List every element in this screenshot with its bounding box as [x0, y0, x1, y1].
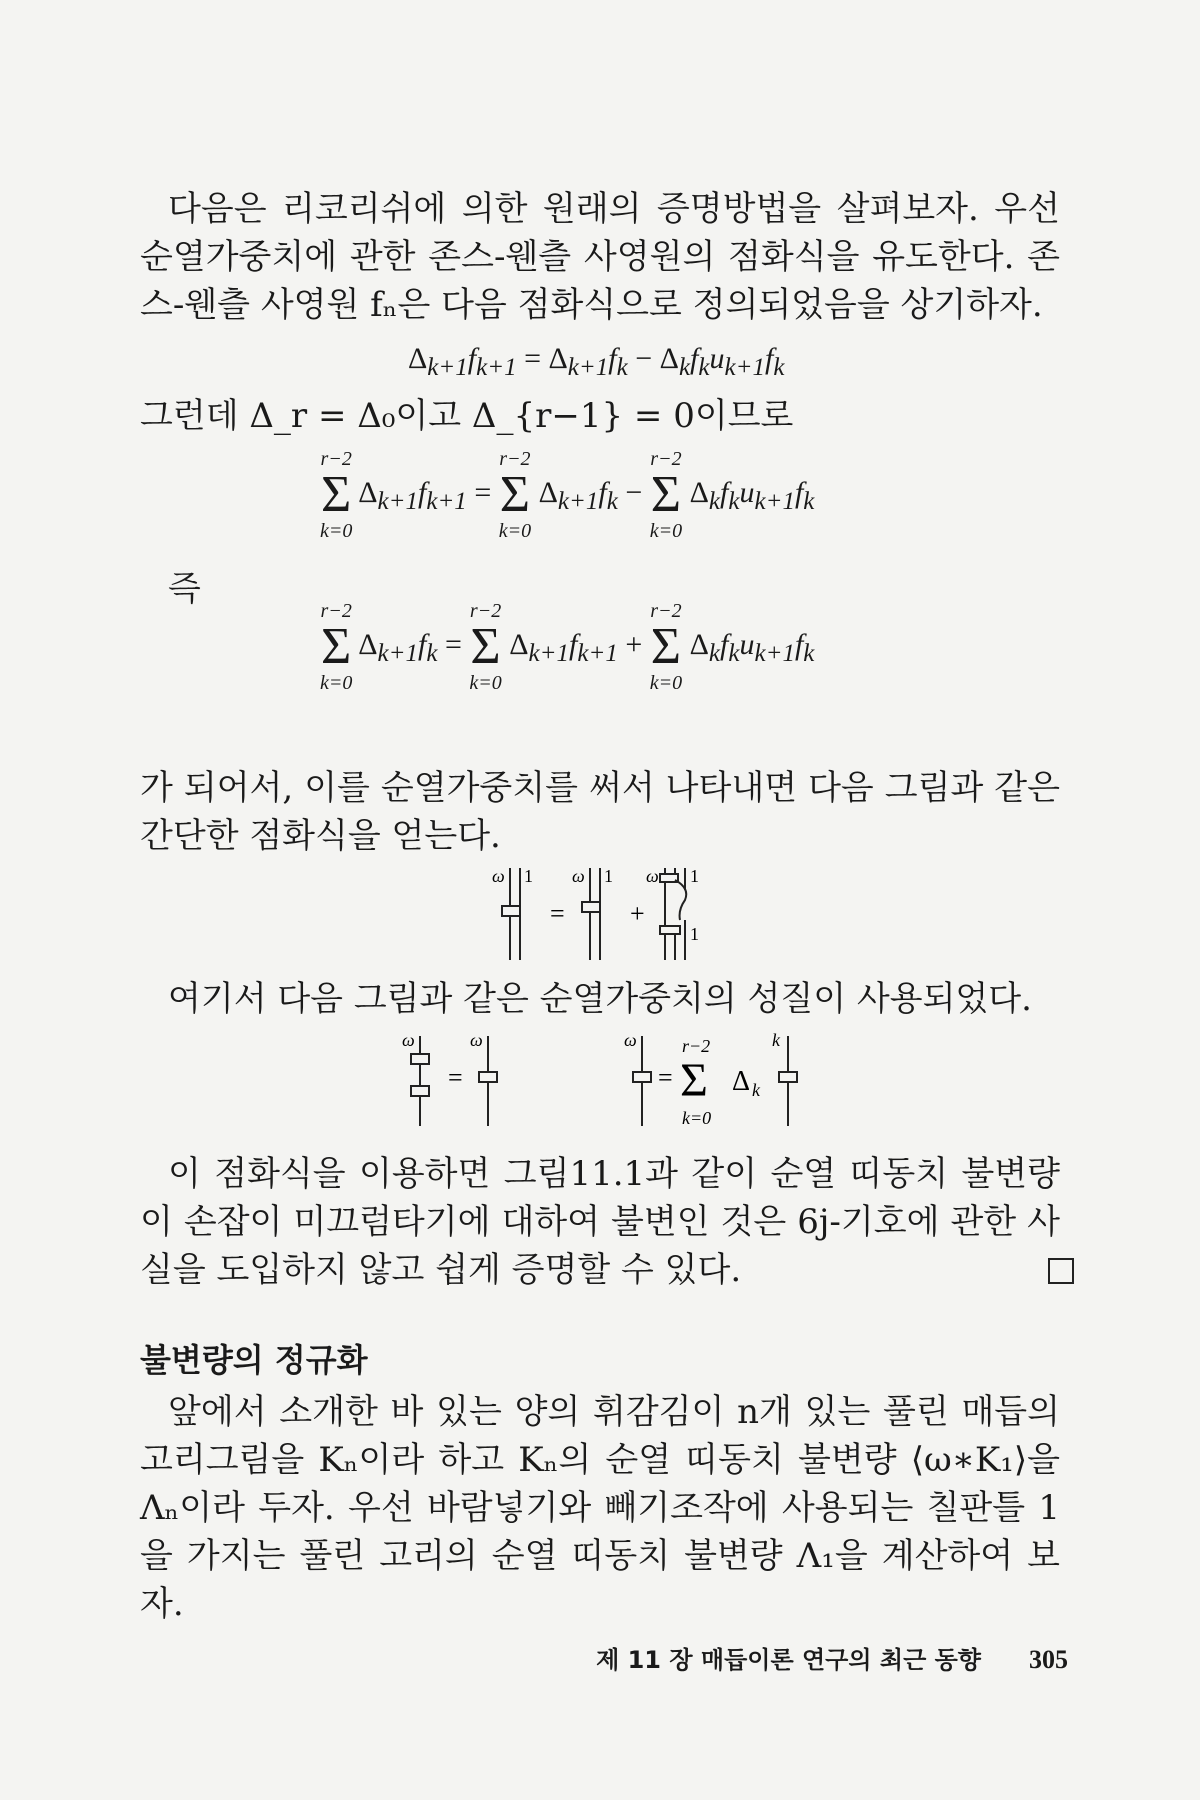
paragraph-recurrence: 가 되어서, 이를 순열가중치를 써서 나타내면 다음 그림과 같은 간단한 점화식을 얻는다. — [140, 768, 1060, 856]
sum-symbol-3: r−2 Σ k=0 — [649, 448, 683, 542]
svg-text:r−2: r−2 — [682, 1036, 711, 1056]
svg-text:+: + — [630, 899, 645, 928]
sum-symbol-5: r−2 Σ k=0 — [469, 600, 502, 694]
equation-sums-2: r−2 Σ k=0 $\Delta_{k+1}f_k$ = r−2 Σ k=0 $\Delta_{k+1}f_{k+1}$ + r−2 Σ k=0 $\Delta_kf_ku_{k+1}f_k$ — [320, 600, 815, 694]
paragraph-property: 여기서 다음 그림과 같은 순열가중치의 성질이 사용되었다. — [168, 979, 1032, 1019]
sum-symbol-2: r−2 Σ k=0 — [498, 448, 532, 542]
svg-text:1: 1 — [690, 866, 699, 886]
text-then: 그런데 Δ_r = Δ₀이고 Δ_{r−1} = 0이므로 — [140, 396, 794, 436]
svg-text:ω: ω — [492, 866, 505, 886]
sum-symbol-6: r−2 Σ k=0 — [649, 600, 683, 694]
equation-recurrence: $\Delta_{k+1}f_{k+1} = \Delta_{k+1}f_k - \Delta_kf_ku_{k+1}f_k$ — [408, 342, 785, 381]
diagram-weight-recurrence — [480, 860, 720, 970]
svg-text:ω: ω — [624, 1030, 637, 1050]
svg-text:Σ: Σ — [680, 1054, 708, 1107]
svg-text:k=0: k=0 — [682, 1108, 712, 1128]
sum-symbol-4: r−2 Σ k=0 — [320, 600, 353, 694]
svg-text:ω: ω — [646, 866, 659, 886]
svg-text:k: k — [752, 1080, 760, 1100]
equation-sums-1: r−2 Σ k=0 $\Delta_{k+1}f_{k+1}$ = r−2 Σ k=0 $\Delta_{k+1}f_k$ − r−2 Σ k=0 $\Delta_kf_ku_{k+1}f_k$ — [320, 448, 815, 542]
svg-text:1: 1 — [524, 866, 533, 886]
svg-text:ω: ω — [402, 1030, 415, 1050]
paragraph-intro: 다음은 리코리쉬에 의한 원래의 증명방법을 살펴보자. 우선 순열가중치에 관한 존스-웬츨 사영원의 점화식을 유도한다. 존스-웬츨 사영원 fₙ은 다음 점화식으로 정의되었음을 상기하자. — [140, 189, 1060, 325]
diagram-weight-property — [400, 1030, 820, 1130]
section-heading: 불변량의 정규화 — [140, 1341, 368, 1379]
svg-text:1: 1 — [604, 866, 613, 886]
svg-text:k: k — [772, 1030, 780, 1050]
text-ie: 즉 — [168, 569, 201, 609]
sum-symbol-1: r−2 Σ k=0 — [320, 448, 353, 542]
svg-text:ω: ω — [572, 866, 585, 886]
svg-text:Δ: Δ — [732, 1066, 751, 1097]
svg-text:ω: ω — [470, 1030, 483, 1050]
page-number: 305 — [1029, 1645, 1068, 1674]
qed-box — [1048, 1258, 1074, 1284]
paragraph-conclusion: 이 점화식을 이용하면 그림11.1과 같이 순열 띠동치 불변량이 손잡이 미끄럼타기에 대하여 불변인 것은 6j-기호에 관한 사실을 도입하지 않고 쉽게 증명할 수 있다. — [140, 1154, 1060, 1290]
paragraph-normalization: 앞에서 소개한 바 있는 양의 휘감김이 n개 있는 풀린 매듭의 고리그림을 Kₙ이라 하고 Kₙ의 순열 띠동치 불변량 ⟨ω∗K₁⟩을 Λₙ이라 두자. 우선 바람넣기와 빼기조작에 사용되는 칠판틀 1을 가지는 풀린 고리의 순열 띠동치 불변량 Λ₁을 계산하여 보자. — [140, 1392, 1060, 1624]
chapter-title: 제 11 장 매듭이론 연구의 최근 동향 — [596, 1646, 981, 1674]
page-footer — [596, 1640, 1068, 1675]
svg-text:1: 1 — [690, 924, 699, 944]
svg-text:=: = — [550, 899, 565, 928]
svg-text:=: = — [658, 1063, 673, 1092]
svg-text:=: = — [448, 1063, 463, 1092]
